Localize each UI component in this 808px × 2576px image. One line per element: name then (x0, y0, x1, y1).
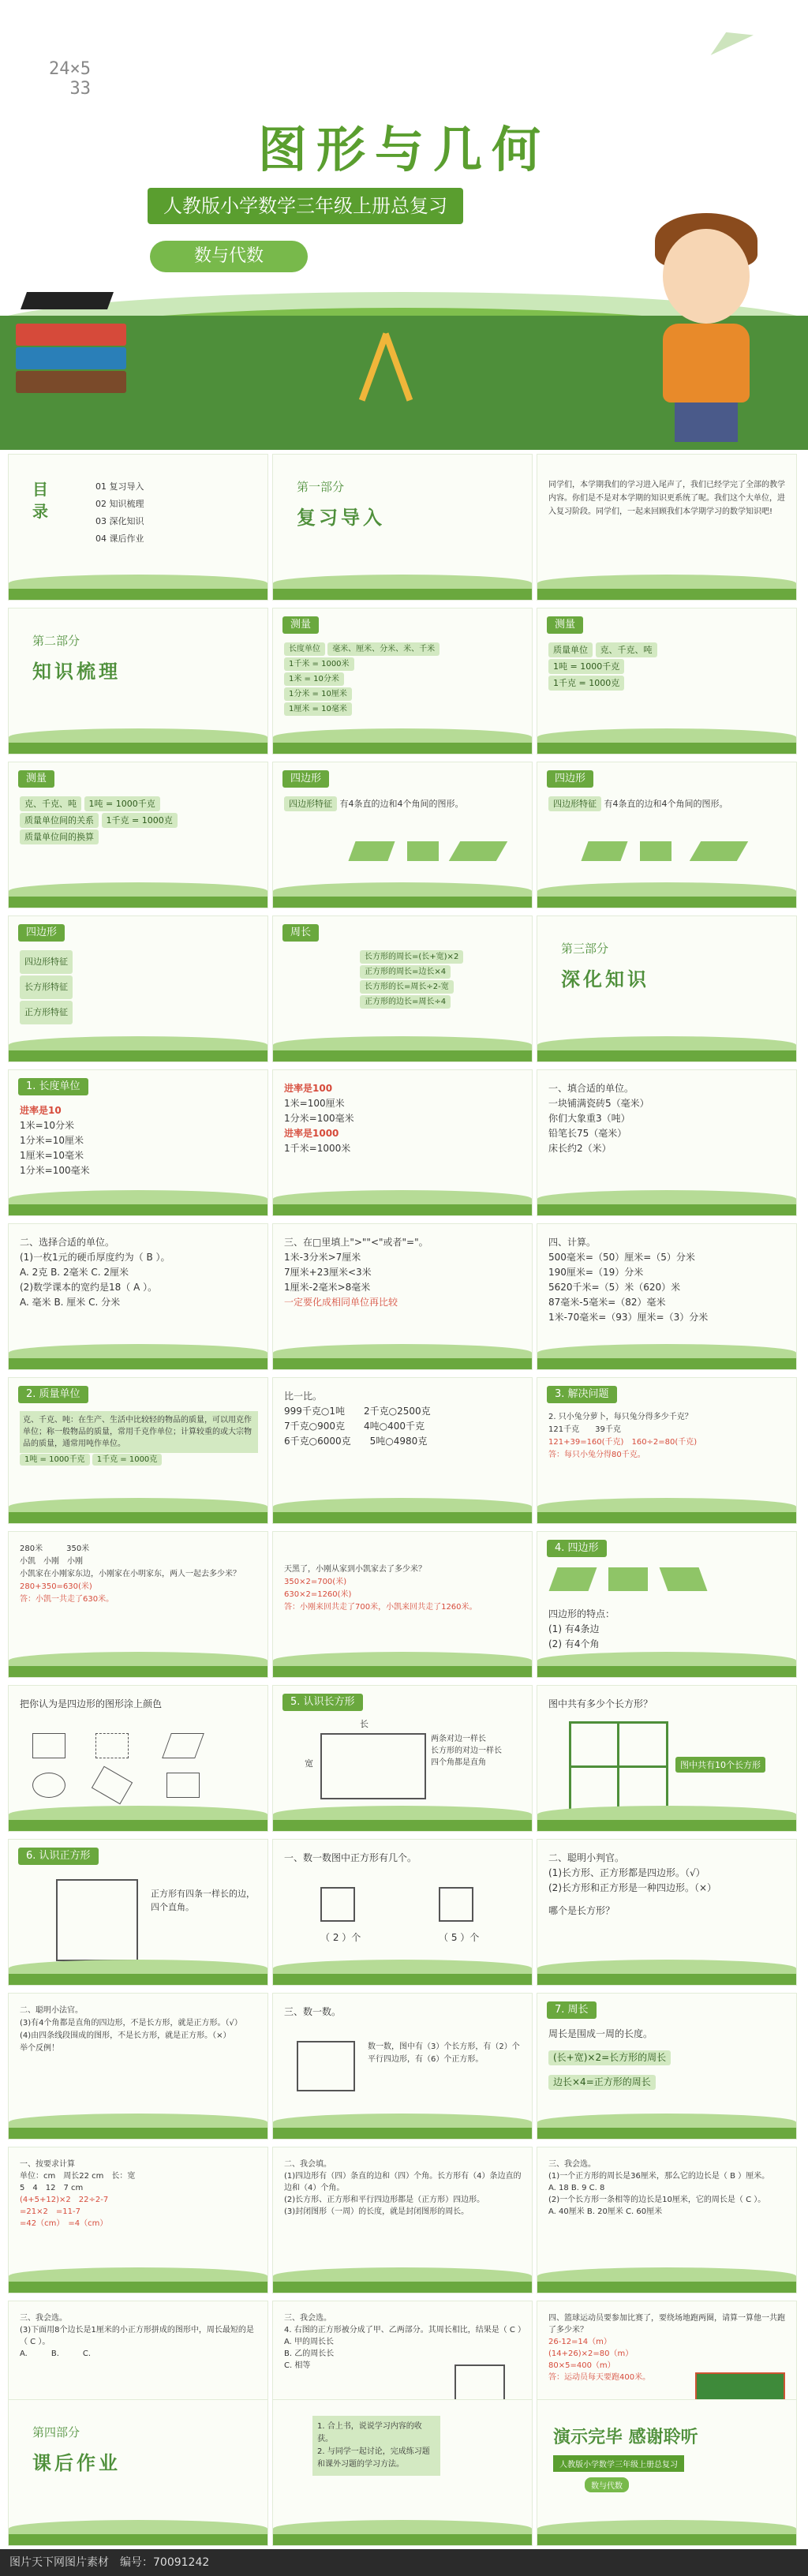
part-label: 第三部分 (561, 942, 609, 956)
slide-heading: 四边形 (547, 770, 593, 788)
slide-ex-compare[interactable] (272, 1223, 533, 1370)
figure-outline[interactable] (166, 1773, 200, 1798)
slide-body: 四边形特征 有4条直的边和4个角间的图形。 (284, 796, 522, 812)
math-scribble: 24×5 33 (49, 59, 91, 99)
part-title: 复习导入 (297, 507, 385, 529)
square-figure (56, 1879, 138, 1961)
slide-body: 三、在□里填上">""<"或者"="。 1米-3分米>7厘米 7厘米+23厘米<3米 1厘米-2毫米>8毫米 一定要化成相同单位再比较 (284, 1237, 428, 1308)
figure-outline[interactable] (162, 1733, 204, 1758)
slide-heading: 6. 认识正方形 (18, 1848, 99, 1865)
slide-body: 比一比。 999千克○1吨 2千克○2500克 7千克○900克 4吨○400千克 6千克○6000克 5吨○4980克 (284, 1391, 431, 1447)
slide-heading: 3. 解决问题 (547, 1386, 617, 1403)
watermark-footer (0, 2549, 808, 2576)
parallelogram-shape (581, 841, 627, 861)
slide-body: 280米 350米 小凯 小刚 小刚 小凯家在小刚家东边，小刚家在小明家东，两人一起去多少米？ 280+350=630(米) 答：小凯一共走了630米。 (20, 1544, 241, 1604)
slide-heading: 测量 (547, 616, 583, 634)
compass-icon (347, 324, 426, 402)
slide-ex-length-units[interactable] (8, 1069, 268, 1216)
graduation-cap-icon (21, 292, 114, 309)
slide-ex-compare-mass[interactable] (272, 1377, 533, 1524)
slide-body: 三、数一数。 (284, 2006, 342, 2017)
slide-measure-mass[interactable] (537, 608, 797, 754)
end-badge: 数与代数 (585, 2477, 629, 2492)
slide-quad-2[interactable] (537, 762, 797, 908)
slide-end[interactable] (537, 2399, 797, 2546)
slide-ex-rates[interactable] (272, 1069, 533, 1216)
slide-part3[interactable] (537, 915, 797, 1062)
slide-body: 长度单位 毫米、厘米、分米、米、千米 1千米 = 1000米 1米 = 10分米 1分米 = 10厘米 1厘米 = 10毫米 (284, 642, 522, 717)
toc-item[interactable]: 04 课后作业 (95, 534, 144, 544)
answer-badge: 图中共有10个长方形 (675, 1757, 765, 1773)
slide-body: 二、聪明小法官。 (3)有4个角都是直角的四边形，不是长方形，就是正方形。（√） (4)由四条线段围成的图形，不是长方形，就是正方形。（×） 举个反例！ (20, 2006, 242, 2053)
figure-outline[interactable] (95, 1733, 129, 1758)
slide-heading: 1. 长度单位 (18, 1078, 88, 1095)
slide-body: 把你认为是四边形的图形涂上颜色 (20, 1698, 163, 1709)
slide-ex-square[interactable] (8, 1839, 268, 1986)
slide-heading: 四边形 (282, 770, 329, 788)
slide-intro[interactable] (537, 454, 797, 601)
part-label: 第一部分 (297, 480, 345, 494)
parallelogram-shape (348, 841, 395, 861)
quad-shape (549, 1567, 597, 1591)
slide-body: 进率是100 1米=100厘米 1分米=100毫米 进率是1000 1千米=1000米 (284, 1083, 354, 1154)
cartoon-boy (631, 205, 789, 442)
footer-text: 图片天下网图片素材 编号：70091242 (9, 2556, 210, 2569)
slide-body: 图中共有多少个长方形？ (548, 1698, 653, 1709)
slide-homework[interactable] (272, 2399, 533, 2546)
slide-body: 四、计算。 500毫米=（50）厘米=（5）分米 190厘米=（19）分米 5620千米=（5）米（620）米 87毫米-5毫米=（82）毫米 1米-70毫米=（93）厘米=（3）分米 (548, 1237, 709, 1323)
square-figure (320, 1887, 355, 1922)
slide-body: 四、篮球运动员要参加比赛了，要绕场地跑两圈，请算一算他一共跑了多少米？ 26-12=14（m） (14+26)×2=80（m） 80×5=400（m） 答：运动员每天要跑400米。 (548, 2314, 785, 2382)
slide-body: 三、我会选。 (1)一个正方形的周长是36厘米，那么它的边长是（ B ）厘米。 A. 18 B. 9 C. 8 (2)一个长方形一条相等的边长是10厘米，它的周长是（ C ）。 A. 40厘米 B. 20厘米 C. 60厘米 (548, 2160, 770, 2216)
slide-ex-compute[interactable] (8, 2147, 268, 2293)
slide-ex-quad[interactable] (537, 1531, 797, 1678)
slide-body: 数一数，图中有（3）个长方形，有（2）个平行四边形，有（6）个正方形。 (368, 2042, 520, 2064)
slide-ex-distance-2[interactable] (272, 1531, 533, 1678)
slide-ex-choose[interactable] (8, 1223, 268, 1370)
hero-cover (0, 0, 808, 450)
slide-body: 1. 合上书，说说学习内容的收获。 2. 与同学一起讨论，完成练习题和课外习题的学习方法。 (312, 2416, 440, 2476)
slide-toc[interactable] (8, 454, 268, 601)
slide-heading: 测量 (282, 616, 319, 634)
square-shape (640, 841, 671, 861)
paper-plane-icon (705, 22, 754, 55)
slide-ex-calc[interactable] (537, 1223, 797, 1370)
books-icon (16, 300, 126, 410)
slide-ex-problem[interactable] (537, 1377, 797, 1524)
slide-body: 四边形特征 有4条直的边和4个角间的图形。 (548, 796, 787, 812)
slide-body: 四边形特征 长方形特征 正方形特征 (20, 949, 258, 1025)
toc-item[interactable]: 02 知识梳理 (95, 499, 144, 509)
slide-ex-perimeter[interactable] (537, 1993, 797, 2140)
slide-ex-count-shapes[interactable] (272, 1993, 533, 2140)
toc-list (95, 478, 144, 548)
slide-ex-color-quads[interactable] (8, 1685, 268, 1832)
trapezoid-shape (407, 841, 439, 861)
quad-shape (660, 1567, 708, 1591)
hero-title: 图形与几何 (257, 121, 550, 178)
slide-ex-select-1[interactable] (537, 2147, 797, 2293)
quad-shape (608, 1567, 648, 1591)
hero-subtitle: 人教版小学数学三年级上册总复习 (148, 188, 463, 224)
slide-body: 进率是10 1米=10分米 1分米=10厘米 1厘米=10毫米 1分米=100毫米 (20, 1105, 90, 1176)
slide-body: 质量单位 克、千克、吨 1吨 = 1000千克 1千克 = 1000克 (548, 642, 787, 691)
part-title: 知识梳理 (32, 661, 121, 683)
figure-outline[interactable] (92, 1766, 133, 1805)
slide-heading: 4. 四边形 (547, 1540, 607, 1557)
slide-part2[interactable] (8, 608, 268, 754)
slide-heading: 5. 认识长方形 (282, 1694, 363, 1711)
slide-body: 一、填合适的单位。 一块铺满瓷砖5（毫米） 你们大象重3（吨） 铅笔长75（毫米） 床长约2（米） (548, 1083, 649, 1154)
slide-body: 正方形有四条一样长的边，四个直角。 (151, 1889, 255, 1912)
intro-text: 同学们，本学期我们的学习进入尾声了，我们已经学完了全部的教学内容。你们是不是对本学期的知识更系统了呢。我们这个大单位，进入复习阶段。同学们，一起来回顾我们本学期学习的数学知识吧! (548, 481, 785, 516)
slide-heading: 测量 (18, 770, 54, 788)
slide-body: 二、我会填。 (1)四边形有（四）条直的边和（四）个角。长方形有（4）条边直的边和（4）个角。 (2)长方形、正方形和平行四边形都是（正方形）四边形。 (3)封闭图形（一周）的长度，就是封闭图形的周长。 (284, 2160, 522, 2216)
figure-outline[interactable] (32, 1773, 65, 1798)
slide-body: 周长是围成一周的长度。 (长+宽)×2=长方形的周长 边长×4=正方形的周长 (548, 2027, 787, 2091)
slide-quad-3[interactable] (8, 915, 268, 1062)
figure-outline[interactable] (32, 1733, 65, 1758)
slide-ex-judge[interactable] (537, 1839, 797, 1986)
part-label: 第二部分 (32, 634, 80, 648)
slide-quad-1[interactable] (272, 762, 533, 908)
answer-label: （ 5 ）个 (439, 1932, 480, 1943)
slide-ex-count-rects[interactable] (537, 1685, 797, 1832)
composite-figure (297, 2041, 355, 2091)
slide-ex-distance-1[interactable] (8, 1531, 268, 1678)
slide-heading: 四边形 (18, 924, 65, 942)
slide-body: 三、我会选。 (3)下面用8个边长是1厘米的小正方形拼成的图形中，周长最短的是（ C ）。 A. B. C. (20, 2314, 254, 2358)
slide-body: 克、千克、吨 1吨 = 1000千克 质量单位间的关系 1千克 = 1000克 质量单位间的换算 (20, 796, 258, 845)
slide-ex-fill[interactable] (272, 2147, 533, 2293)
slide-ex-rectangle[interactable] (272, 1685, 533, 1832)
slide-ex-count-squares[interactable] (272, 1839, 533, 1986)
slide-body: 天黑了，小刚从家到小凯家去了多少米？ 350×2=700(米) 630×2=1260(米) 答：小刚来回共走了700米，小凯来回共走了1260米。 (284, 1565, 477, 1612)
slide-body: 二、聪明小判官。 (1)长方形、正方形都是四边形。（√） (2)长方形和正方形是一种四边形。（×） 哪个是长方形？ (548, 1852, 717, 1916)
slide-part4[interactable] (8, 2399, 268, 2546)
part-title: 课后作业 (32, 2452, 121, 2474)
side-label: 宽 (305, 1758, 313, 1769)
rectangle-figure (320, 1733, 426, 1799)
slide-body: 两条对边一样长 长方形的对边一样长 四个角都是直角 (431, 1735, 502, 1767)
slide-body: 长方形的周长=(长+宽)×2 正方形的周长=边长×4 长方形的长=周长÷2-宽 正方形的边长=周长÷4 (360, 949, 522, 1009)
toc-item[interactable]: 01 复习导入 (95, 481, 144, 492)
slide-part1[interactable] (272, 454, 533, 601)
slide-ex-judge-2[interactable] (8, 1993, 268, 2140)
slide-body: 三、我会选。 4. 右图的正方形被分成了甲、乙两部分。其周长相比，结果是（ C ） A. 甲的周长长 B. 乙的周长长 C. 相等 (284, 2314, 526, 2370)
slide-ex-fill-units[interactable] (537, 1069, 797, 1216)
slide-body: 2. 只小兔分萝卜，每只兔分得多少千克？ 121千克 39千克 121+39=160(千克) 160÷2=80(千克) 答：每只小兔分得80千克。 (548, 1413, 698, 1459)
slide-measure-length[interactable] (272, 608, 533, 754)
slide-measure-summary[interactable] (8, 762, 268, 908)
slide-body: 克、千克、吨：在生产、生活中比较轻的物品的质量，可以用克作单位；称一般物品的质量，常用千克作单位；计算较重的或大宗物品的质量，通常用吨作单位。 1吨 = 1000千克 1千克 = 1000克 (20, 1411, 258, 1466)
slide-ex-mass[interactable] (8, 1377, 268, 1524)
side-label: 长 (360, 1719, 368, 1729)
slide-perimeter[interactable] (272, 915, 533, 1062)
part-title: 深化知识 (561, 968, 649, 990)
slide-body: 二、选择合适的单位。 (1)一枚1元的硬币厚度约为（ B ）。 A. 2克 B. 2毫米 C. 2厘米 (2)数学课本的宽约是18（ A ）。 A. 毫米 B. 厘米 C. 分米 (20, 1237, 170, 1308)
slide-heading: 7. 周长 (547, 2001, 597, 2019)
slide-body: 四边形的特点： (1) 有4条边 (2) 有4个角 (548, 1608, 615, 1649)
rect-grid-figure (569, 1721, 668, 1813)
slide-body: 一、数一数图中正方形有几个。 (284, 1852, 417, 1863)
slide-heading: 2. 质量单位 (18, 1386, 88, 1403)
answer-label: （ 2 ）个 (320, 1932, 361, 1943)
square-figure (439, 1887, 473, 1922)
slide-body: 一、按要求计算 单位：cm 周长22 cm 长：宽 5 4 12 7 cm (4+5+12)×2 22÷2-7 =21×2 =11-7 =42（cm） =4（cm） (20, 2160, 136, 2228)
hero-badge: 数与代数 (150, 241, 308, 272)
end-subtitle: 人教版小学数学三年级上册总复习 (553, 2455, 684, 2472)
end-title: 演示完毕 感谢聆听 (553, 2428, 698, 2447)
parallelogram-shape (690, 841, 748, 861)
part-label: 第四部分 (32, 2425, 80, 2439)
toc-heading: 目录 (32, 480, 48, 521)
toc-item[interactable]: 03 深化知识 (95, 516, 144, 526)
parallelogram-shape (449, 841, 507, 861)
slide-heading: 周长 (282, 924, 319, 942)
